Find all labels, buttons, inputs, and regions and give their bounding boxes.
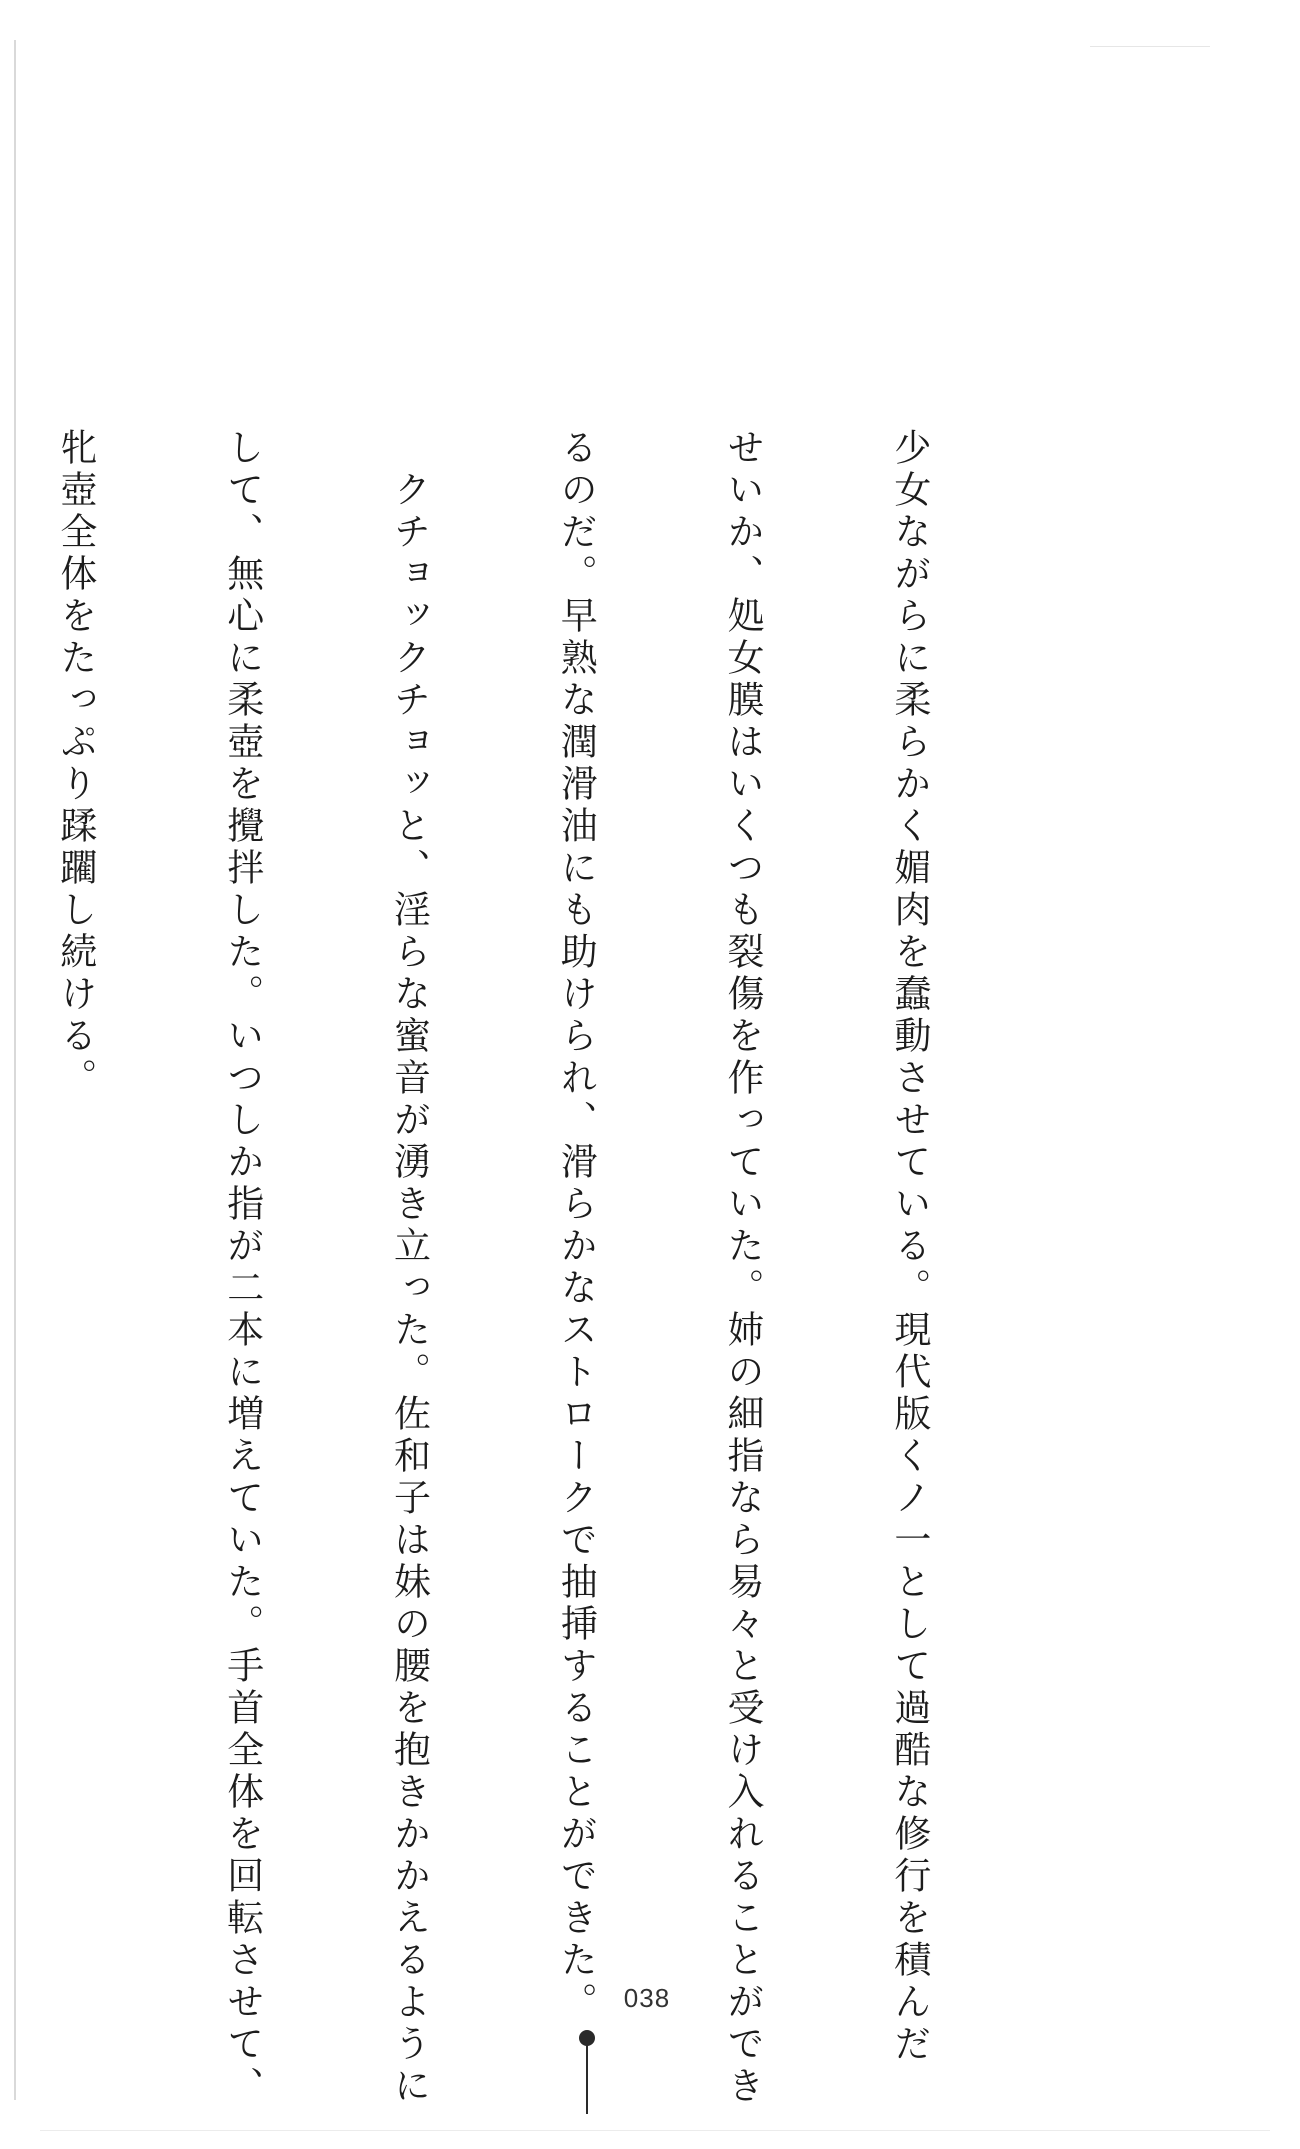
page-number: 038: [623, 1983, 671, 2013]
page-edge-top: [1090, 46, 1210, 47]
text-line: クチョックチョッと、淫らな蜜音が湧き立った。佐和子は妹の腰を抱きかかえるように: [387, 428, 431, 2108]
page-marker-line: [586, 2044, 588, 2114]
page-edge-bottom: [40, 2130, 1270, 2131]
text-line: 牝壺全体をたっぷり蹂躙し続ける。: [53, 428, 97, 1100]
text-line: るのだ。早熟な潤滑油にも助けられ、滑らかなストロークで抽挿することができた。: [554, 428, 598, 2024]
text-line: せいか、処女膜はいくつも裂傷を作っていた。姉の細指なら易々と受け入れることができ: [721, 428, 765, 2108]
text-line: 少女ながらに柔らかく媚肉を蠢動させている。現代版くノ一として過酷な修行を積んだ: [887, 428, 931, 2066]
text-line: して、無心に柔壺を攪拌した。いつしか指が二本に増えていた。手首全体を回転させて、: [220, 428, 264, 2108]
